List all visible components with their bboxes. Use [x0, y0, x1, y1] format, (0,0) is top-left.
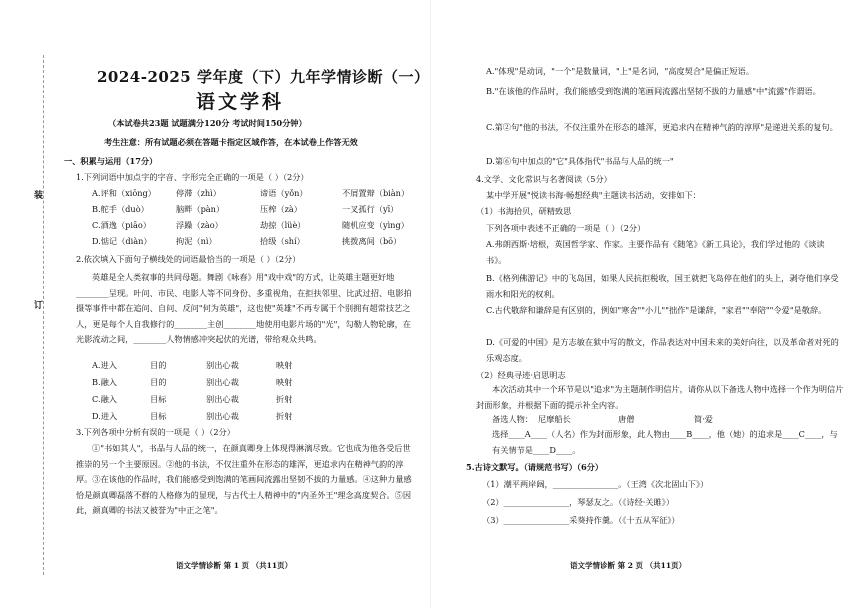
- candidate-tangseng: 唐僧: [618, 414, 635, 424]
- q2-option-b4: 映射: [276, 377, 293, 387]
- q4-option-b: B.《格列佛游记》中的飞岛国，如果人民抗拒税收，国王就把飞岛停在他们的头上，剥夺他们享受雨水和阳光的权利。: [486, 273, 839, 299]
- q5-item-1: （1）潮平两岸阔，________________。（王湾《次北固山下》）: [482, 479, 709, 489]
- candidates-label: 备选人物：: [492, 414, 533, 424]
- q4-option-d: D.《可爱的中国》是方志敏在狱中写的散文，作品表达对中国未来的美好向往，以及革命者对死的乐观态度。: [486, 337, 839, 363]
- q1-option-c2: 浮躁（zào）: [176, 220, 223, 230]
- q2-option-a1: A.进入: [92, 360, 117, 370]
- question-3: 3.下列各项中分析有误的一项是（ ）（2分）: [76, 427, 235, 437]
- question-2-passage: 英雄是全人类叙事的共同母题。舞剧《咏春》用"戏中戏"的方式，让英雄主题更好地________呈现。叶问、市民、电影人等不同身份、多重视角，在拒扶邻里、比武过招、电影拍摄等事件中都在追问、自问、反问"何为英雄"，这也使"英雄"不再专属于个别拥有超常技艺之人，更是每个人自我修行的________主创________地使用电影片场的"光"，勾勒人物轮廓，在光影流动之间，________人物情感冲突起伏的光谱，带给观众共鸣。: [76, 272, 412, 344]
- subject-title: 语文学科: [196, 91, 285, 113]
- binding-label-ding: 订: [34, 301, 44, 311]
- q1-option-b4: 一叉孤行（yī）: [342, 204, 399, 214]
- q2-option-d2: 目标: [150, 411, 167, 421]
- q1-option-d4: 挑拨离间（bō）: [342, 236, 402, 246]
- candidate-nemo: 尼摩船长: [538, 414, 571, 424]
- question-1: 1.下列词语中加点字的字音、字形完全正确的一项是（ ）（2分）: [76, 172, 309, 182]
- exam-title: 2024-2025 学年度（下）九年学情诊断（一）: [97, 68, 430, 86]
- q1-option-c1: C.酒逸（piāo）: [92, 220, 151, 230]
- question-4-part-2-text: 本次活动其中一个环节是以"追求"为主题制作明信片，请你从以下备选人物中选择一个作为明信片封面形象，并根据下面的提示补全内容。: [476, 384, 844, 410]
- q2-option-b1: B.融入: [92, 377, 117, 387]
- q1-option-b2: 脑畔（pàn）: [176, 204, 225, 214]
- q4-option-c: C.古代敬辞和谦辞是有区别的，例如"寒舍""小儿""拙作"是谦辞，"家君""奉陪""令爱"是敬辞。: [486, 305, 827, 315]
- q2-option-b2: 目的: [150, 377, 167, 387]
- exam-info: （本试卷共23题 试题满分120分 考试时间150分钟）: [108, 118, 307, 128]
- q2-option-a2: 目的: [150, 360, 167, 370]
- question-5: 5.古诗文默写。（请规范书写）（6分）: [466, 462, 604, 472]
- candidate-jane-eyre: 简·爱: [694, 414, 713, 424]
- q3-option-c: C.第②句"他的书法，不仅注重外在形态的雄浑，更追求内在精神气韵的淳厚"是递进关系的复句。: [486, 122, 838, 132]
- q2-option-d3: 别出心裁: [206, 411, 239, 421]
- question-4-part-1: （1）书海拾贝，研精致思: [476, 206, 572, 216]
- q1-option-a3: 谛语（yǒn）: [260, 188, 308, 198]
- q2-option-c4: 折射: [276, 394, 293, 404]
- q3-option-a: A."体现"是动词，"一个"是数量词，"上"是名词，"高度契合"是偏正短语。: [486, 66, 754, 76]
- q1-option-a1: A.评和（xiōng）: [92, 188, 156, 198]
- question-3-passage: ①"书如其人"，书品与人品的统一，在颜真卿身上体现得淋漓尽致。它也成为他各受后世推崇的另一个主要原因。②他的书法，不仅注重外在形态的雄浑，更追求内在精神气韵的淳厚。③在该他的作品时，我们能感受到饱满的笔画间流露出坚韧不拔的力量感。④这种力量感恰是颜真卿磊落不群的人格修为的显现，与古代士人精神中的"内圣外王"理念高度契合。⑤因此，颜真卿的书法又被誉为"中正之笔"。: [76, 443, 412, 515]
- q2-option-c3: 别出心裁: [206, 394, 239, 404]
- question-4-intro: 某中学开展"悦读书海·畅想经典"主题读书活动，安排如下：: [486, 190, 701, 200]
- page-2-footer: 语文学情诊断 第 2 页 （共11页）: [570, 561, 687, 570]
- question-2: 2.依次填入下面句子横线处的词语最恰当的一项是（ ）（2分）: [76, 254, 301, 264]
- q2-option-c1: C.融入: [92, 394, 117, 404]
- q3-option-d: D.第⑥句中加点的"它"具体指代"书品与人品的统一": [486, 156, 674, 166]
- q3-option-b: B."在该他的作品时，我们能感受到饱满的笔画间流露出坚韧不拔的力量感"中"流露"作谓语。: [486, 86, 821, 96]
- q2-option-c2: 目标: [150, 394, 167, 404]
- q2-option-d4: 折射: [276, 411, 293, 421]
- section-1-heading: 一、积累与运用（17分）: [64, 156, 158, 166]
- page-1-footer: 语文学情诊断 第 1 页 （共11页）: [176, 561, 293, 570]
- q1-option-c4: 随机应变（yìng）: [342, 220, 409, 230]
- q2-option-d1: D.进入: [92, 411, 118, 421]
- q1-option-a2: 停滞（zhì）: [176, 188, 221, 198]
- q1-option-a4: 不屑置辩（biàn）: [342, 188, 410, 198]
- q5-item-3: （3）________________采葵持作羹。（《十五从军征》）: [482, 515, 680, 525]
- postcard-fill-in: 选择____A____（人名）作为封面形象，此人物由____B____，他（她）的追求是____C____，与有关情节是____D____。: [492, 429, 838, 455]
- question-4-part-2: （2）经典寻迹·启思明志: [476, 370, 566, 380]
- q1-option-d3: 拾级（shí）: [260, 236, 305, 246]
- q1-option-b1: B.舵手（duò）: [92, 204, 149, 214]
- q1-option-b3: 压榨（zà）: [260, 204, 302, 214]
- binding-label-zhuang: 装: [34, 191, 44, 201]
- question-4-part-1-stem: 下列各项中表述不正确的一项是（ ）（2分）: [486, 223, 646, 233]
- q2-option-a4: 映射: [276, 360, 293, 370]
- q5-item-2: （2）________________，琴瑟友之。（《诗经·关雎》）: [482, 497, 675, 507]
- q1-option-c3: 劫掠（lüè）: [260, 220, 306, 230]
- q2-option-a3: 别出心裁: [206, 360, 239, 370]
- q1-option-d2: 拘泥（nì）: [176, 236, 217, 246]
- exam-notice: 考生注意：所有试题必须在答题卡指定区域作答，在本试卷上作答无效: [104, 137, 358, 147]
- q2-option-b3: 别出心裁: [206, 377, 239, 387]
- q1-option-d1: D.惦记（diàn）: [92, 236, 152, 246]
- right-page: [430, 0, 860, 608]
- binding-line: [43, 55, 44, 575]
- q4-option-a: A.弗朗西斯·培根，英国哲学家、作家。主要作品有《随笔》《新工具论》，我们学过他的《谈读书》。: [486, 239, 825, 265]
- question-4: 4.文学、文化常识与名著阅读（5分）: [476, 174, 612, 184]
